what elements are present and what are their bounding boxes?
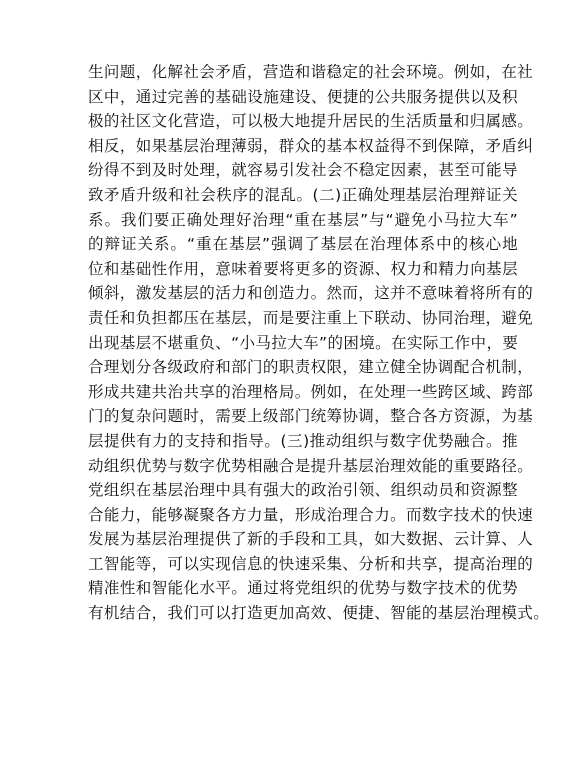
text-line: 极的社区文化营造，可以极大地提升居民的生活质量和归属感。 bbox=[88, 112, 534, 131]
text-line: 动组织优势与数字优势相融合是提升基层治理效能的重要路径。 bbox=[88, 456, 534, 475]
text-line: 出现基层不堪重负、“小马拉大车”的困境。在实际工作中，要 bbox=[88, 333, 519, 352]
text-line: 合能力，能够凝聚各方力量，形成治理合力。而数字技术的快速 bbox=[88, 505, 534, 524]
text-line: 相反，如果基层治理薄弱，群众的基本权益得不到保障，矛盾纠 bbox=[88, 136, 534, 155]
text-line: 精准性和智能化水平。通过将党组织的优势与数字技术的优势 bbox=[88, 579, 518, 598]
text-line: 合理划分各级政府和部门的职责权限，建立健全协调配合机制， bbox=[88, 358, 534, 377]
text-line: 党组织在基层治理中具有强大的政治引领、组织动员和资源整 bbox=[88, 481, 518, 500]
text-line: 系。我们要正确处理好治理“重在基层”与“避免小马拉大车” bbox=[88, 210, 518, 229]
text-line: 生问题，化解社会矛盾，营造和谐稳定的社会环境。例如，在社 bbox=[88, 63, 534, 81]
text-line: 的辩证关系。“重在基层”强调了基层在治理体系中的核心地 bbox=[88, 235, 518, 254]
body-text bbox=[88, 60, 550, 626]
text-line: 门的复杂问题时，需要上级部门统筹协调，整合各方资源，为基 bbox=[88, 407, 534, 426]
text-line: 责任和负担都压在基层，而是要注重上下联动、协同治理，避免 bbox=[88, 308, 534, 327]
text-line: 形成共建共治共享的治理格局。例如，在处理一些跨区域、跨部 bbox=[88, 382, 534, 401]
text-line: 区中，通过完善的基础设施建设、便捷的公共服务提供以及积 bbox=[88, 87, 518, 106]
text-line: 位和基础性作用，意味着要将更多的资源、权力和精力向基层 bbox=[88, 259, 518, 278]
text-line: 倾斜，激发基层的活力和创造力。然而，这并不意味着将所有的 bbox=[88, 284, 534, 303]
text-line: 致矛盾升级和社会秩序的混乱。(二)正确处理基层治理辩证关 bbox=[88, 185, 518, 204]
text-line: 层提供有力的支持和指导。(三)推动组织与数字优势融合。推 bbox=[88, 431, 518, 450]
text-line: 纷得不到及时处理，就容易引发社会不稳定因素，甚至可能导 bbox=[88, 161, 518, 180]
text-line: 发展为基层治理提供了新的手段和工具，如大数据、云计算、人 bbox=[88, 530, 534, 549]
text-line: 有机结合，我们可以打造更加高效、便捷、智能的基层治理模式。 bbox=[88, 604, 550, 623]
text-line: 工智能等，可以实现信息的快速采集、分析和共享，提高治理的 bbox=[88, 554, 534, 573]
